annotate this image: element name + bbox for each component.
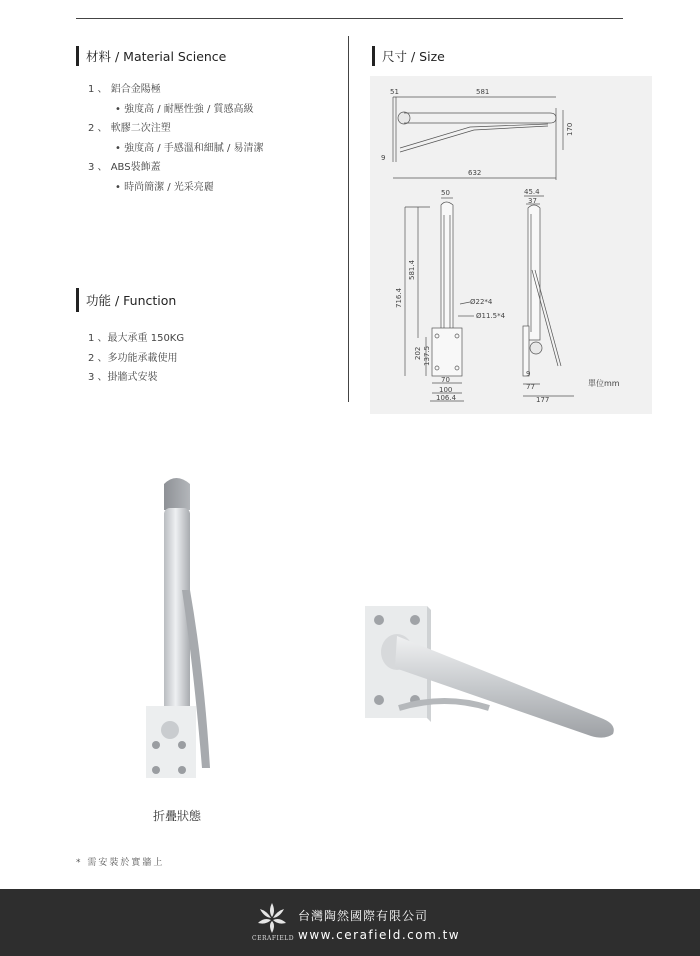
- install-note: * 需安裝於實牆上: [76, 858, 165, 868]
- list-item: 3 、掛牆式安裝: [88, 372, 158, 383]
- dim-716-4: 716.4: [395, 287, 403, 308]
- company-url[interactable]: www.cerafield.com.tw: [298, 928, 461, 942]
- unit-label: 單位mm: [588, 379, 620, 388]
- dim-d22: Ø22*4: [470, 298, 493, 306]
- size-title: 尺寸 / Size: [382, 49, 445, 64]
- dim-77: 77: [526, 383, 535, 391]
- list-item: 3 、 ABS裝飾蓋: [88, 162, 161, 173]
- dim-137-5: 137.5: [423, 345, 431, 366]
- dim-581: 581: [476, 88, 490, 96]
- function-title: 功能 / Function: [86, 293, 177, 308]
- list-item: 2 、多功能承載使用: [88, 352, 178, 364]
- dim-100: 100: [439, 386, 453, 394]
- dim-70: 70: [441, 376, 450, 384]
- folded-grab-bar-image: [120, 470, 240, 790]
- list-item: 1 、 鋁合金陽極: [88, 84, 161, 95]
- dim-9-side: 9: [526, 370, 531, 378]
- list-item: 2 、 軟膠二次注塑: [88, 123, 171, 134]
- list-item: • 時尚簡潔 / 光采亮麗: [115, 181, 214, 193]
- cerafield-logo-icon: [252, 899, 292, 937]
- technical-drawing: [0, 0, 700, 430]
- open-grab-bar-image: [355, 598, 625, 738]
- dim-45-4: 45.4: [524, 188, 540, 196]
- company-name: 台灣陶然國際有限公司: [298, 909, 429, 923]
- list-item: • 強度高 / 手感溫和細膩 / 易清潔: [115, 142, 264, 154]
- folded-state-label: 折疊狀態: [153, 809, 202, 823]
- dim-581-4: 581.4: [408, 259, 416, 280]
- dim-632: 632: [468, 169, 482, 177]
- dim-177: 177: [536, 396, 550, 404]
- dim-d11-5: Ø11.5*4: [476, 312, 506, 320]
- footer: [0, 889, 700, 956]
- dim-170: 170: [566, 122, 574, 136]
- dim-51: 51: [390, 88, 399, 96]
- material-title: 材料 / Material Science: [86, 49, 227, 64]
- dim-50: 50: [441, 189, 450, 197]
- list-item: • 強度高 / 耐壓性強 / 質感高級: [115, 103, 254, 115]
- dim-106-4: 106.4: [436, 394, 457, 402]
- dim-9: 9: [381, 154, 386, 162]
- list-item: 1 、最大承重 150KG: [88, 333, 185, 344]
- dim-37: 37: [528, 197, 537, 205]
- dim-202: 202: [414, 346, 422, 360]
- brand-wordmark: CERAFIELD: [252, 935, 295, 942]
